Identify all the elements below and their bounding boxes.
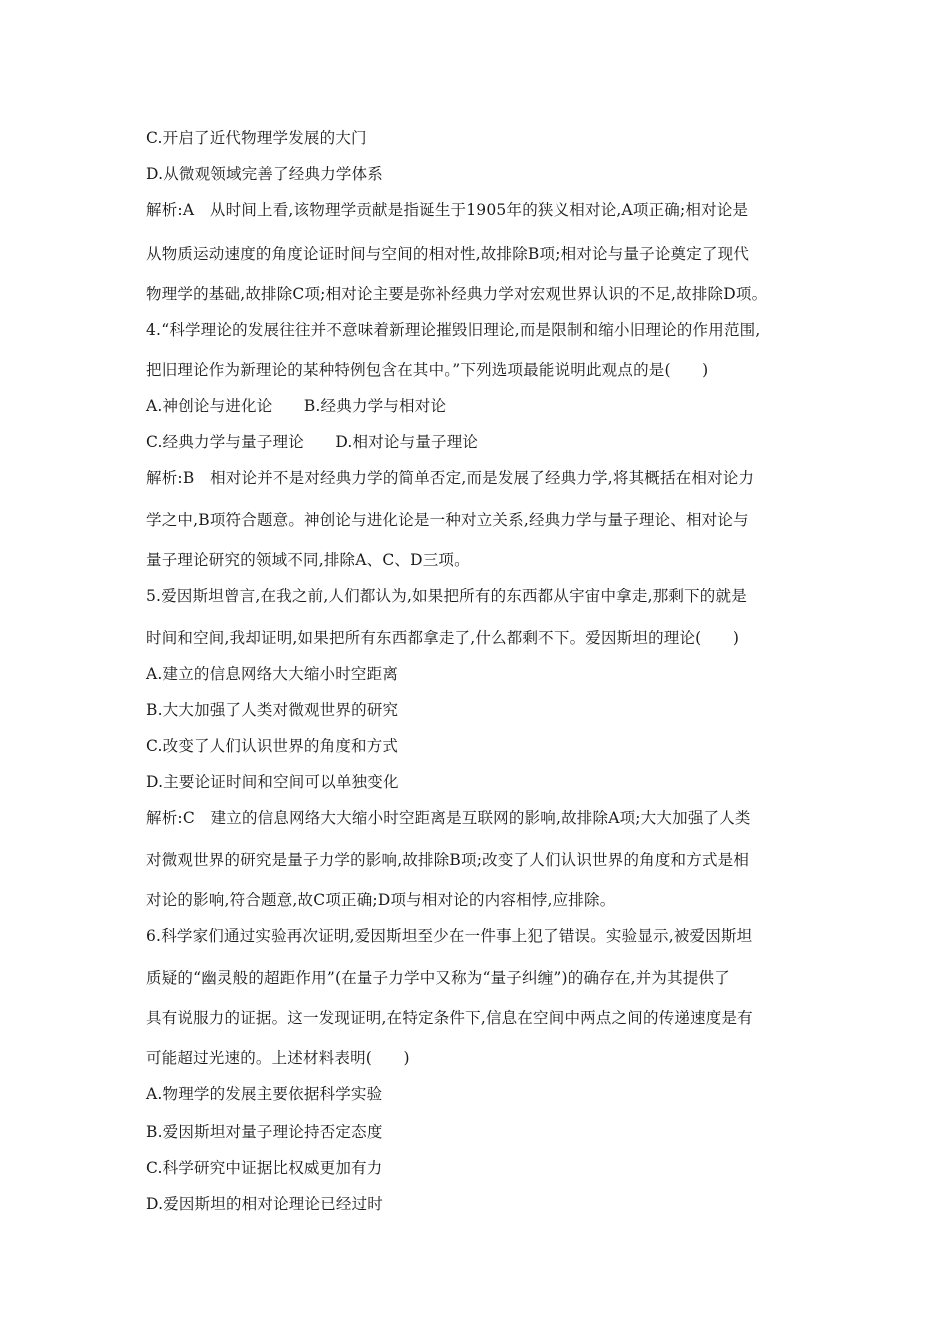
question-4-line2: 把旧理论作为新理论的某种特例包含在其中。”下列选项最能说明此观点的是( ) bbox=[146, 361, 709, 379]
analysis-q3-line3: 物理学的基础,故排除C项;相对论主要是弥补经典力学对宏观世界认识的不足,故排除D项。 bbox=[146, 285, 768, 303]
analysis-q4-line2: 学之中,B项符合题意。神创论与进化论是一种对立关系,经典力学与量子理论、相对论与 bbox=[146, 511, 749, 529]
question-6-line1: 6.科学家们通过实验再次证明,爱因斯坦至少在一件事上犯了错误。实验显示,被爱因斯坦 bbox=[146, 927, 753, 945]
question-6-line2: 质疑的“幽灵般的超距作用”(在量子力学中又称为“量子纠缠”)的确存在,并为其提供了 bbox=[146, 969, 730, 987]
analysis-q3-line2: 从物质运动速度的角度论证时间与空间的相对性,故排除B项;相对论与量子论奠定了现代 bbox=[146, 245, 750, 263]
option-d-q5: D.主要论证时间和空间可以单独变化 bbox=[146, 773, 399, 791]
analysis-q3-line1: 解析:A 从时间上看,该物理学贡献是指诞生于1905年的狭义相对论,A项正确;相对论是 bbox=[146, 201, 749, 219]
option-d-q6: D.爱因斯坦的相对论理论已经过时 bbox=[146, 1195, 384, 1213]
option-c-q5: C.改变了人们认识世界的角度和方式 bbox=[146, 737, 399, 755]
option-b-q6: B.爱因斯坦对量子理论持否定态度 bbox=[146, 1123, 383, 1141]
question-5-line1: 5.爱因斯坦曾言,在我之前,人们都认为,如果把所有的东西都从宇宙中拿走,那剩下的就是 bbox=[146, 587, 747, 605]
question-6-line3: 具有说服力的证据。这一发现证明,在特定条件下,信息在空间中两点之间的传递速度是有 bbox=[146, 1009, 753, 1027]
option-a-q6: A.物理学的发展主要依据科学实验 bbox=[146, 1085, 383, 1103]
analysis-q4-line3: 量子理论研究的领域不同,排除A、C、D三项。 bbox=[146, 551, 470, 569]
analysis-q5-line3: 对论的影响,符合题意,故C项正确;D项与相对论的内容相悖,应排除。 bbox=[146, 891, 616, 909]
option-c-q3: C.开启了近代物理学发展的大门 bbox=[146, 129, 367, 147]
option-b-q5: B.大大加强了人类对微观世界的研究 bbox=[146, 701, 399, 719]
question-5-line2: 时间和空间,我却证明,如果把所有东西都拿走了,什么都剩不下。爱因斯坦的理论( ) bbox=[146, 629, 740, 647]
options-q4-ab: A.神创论与进化论 B.经典力学与相对论 bbox=[146, 397, 447, 415]
analysis-q5-line1: 解析:C 建立的信息网络大大缩小时空距离是互联网的影响,故排除A项;大大加强了人类 bbox=[146, 809, 751, 827]
options-q4-cd: C.经典力学与量子理论 D.相对论与量子理论 bbox=[146, 433, 479, 451]
option-d-q3: D.从微观领域完善了经典力学体系 bbox=[146, 165, 384, 183]
option-c-q6: C.科学研究中证据比权威更加有力 bbox=[146, 1159, 383, 1177]
option-a-q5: A.建立的信息网络大大缩小时空距离 bbox=[146, 665, 399, 683]
analysis-q4-line1: 解析:B 相对论并不是对经典力学的简单否定,而是发展了经典力学,将其概括在相对论力 bbox=[146, 469, 755, 487]
analysis-q5-line2: 对微观世界的研究是量子力学的影响,故排除B项;改变了人们认识世界的角度和方式是相 bbox=[146, 851, 750, 869]
question-6-line4: 可能超过光速的。上述材料表明( ) bbox=[146, 1049, 410, 1067]
question-4-line1: 4.“科学理论的发展往往并不意味着新理论摧毁旧理论,而是限制和缩小旧理论的作用范围, bbox=[146, 321, 761, 339]
